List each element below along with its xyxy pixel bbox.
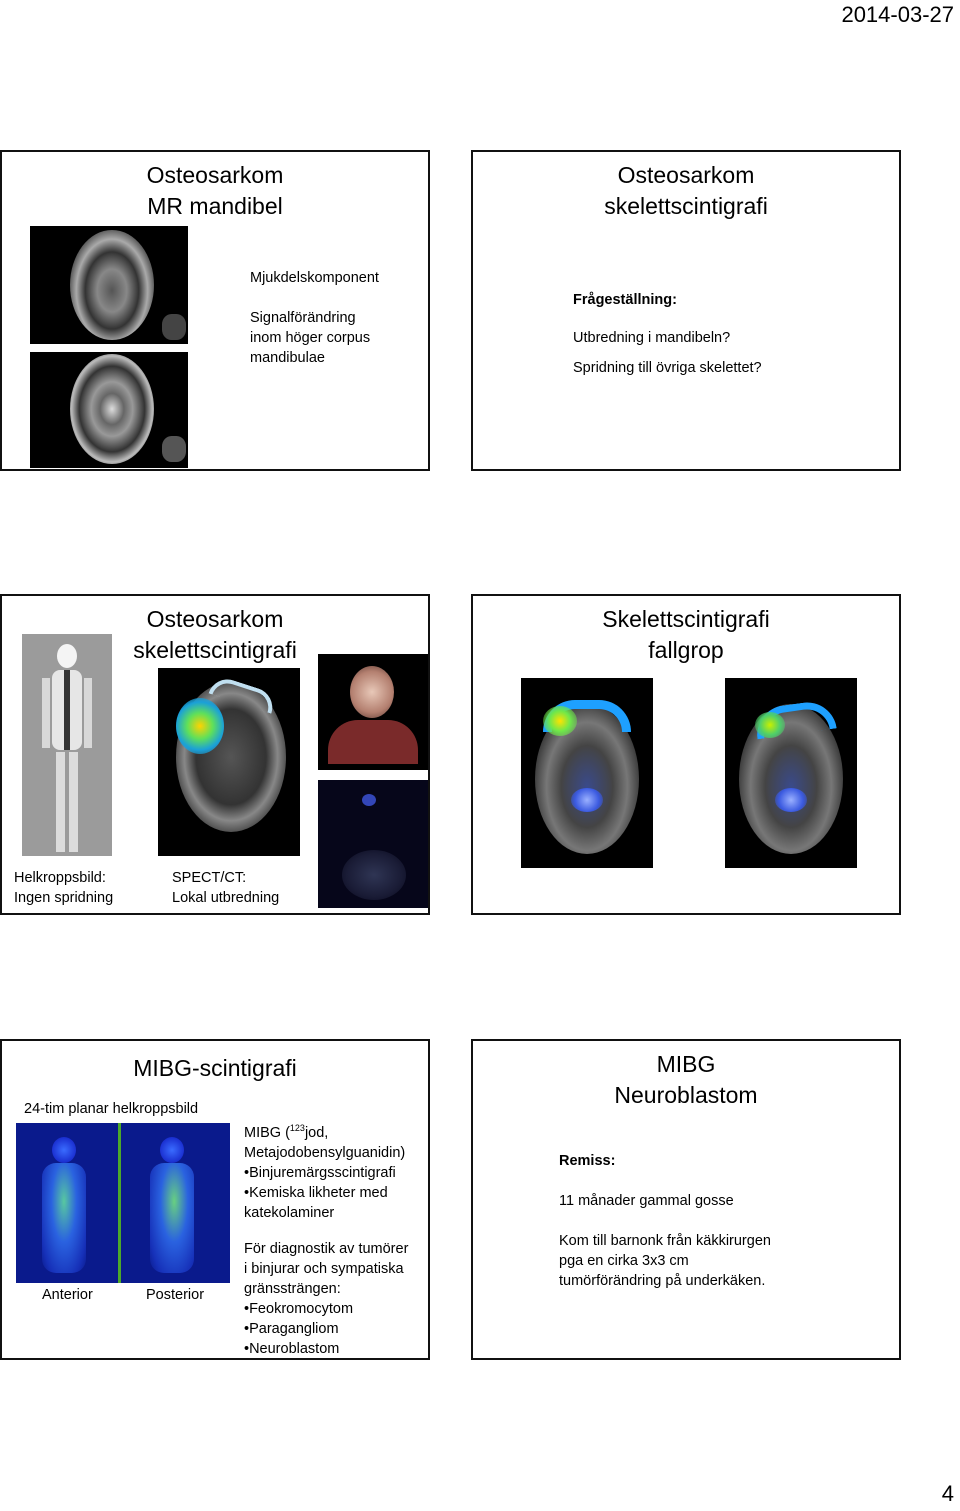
subtitle-planar: 24-tim planar helkroppsbild (24, 1101, 199, 1117)
para-line-1: För diagnostik av tumörer (244, 1241, 409, 1257)
slide-fallgrop (471, 594, 901, 915)
slide-osteosarkom-skelett (471, 150, 901, 471)
bullet-2-text: Kemiska likheter med (249, 1185, 388, 1201)
spect-ct-mandible-image (158, 668, 300, 856)
question-2: Spridning till övriga skelettet? (573, 360, 762, 376)
title-line-1: Skelettscintigrafi (602, 606, 770, 632)
title-line-1: Osteosarkom (146, 606, 284, 632)
title-line-1: MIBG (656, 1051, 716, 1077)
slide-title (473, 160, 899, 222)
title-line-2: Neuroblastom (614, 1082, 758, 1108)
bullet-1 (244, 1163, 430, 1183)
remiss-line-1: Kom till barnonk från käkkirurgen (559, 1233, 771, 1249)
caption-spect (172, 868, 279, 908)
slide-title (473, 1049, 899, 1111)
mr-image-t2 (30, 352, 188, 468)
text-signal (250, 308, 370, 368)
caption-helkropp (14, 868, 113, 908)
bullet-3-text: Feokromocytom (249, 1301, 354, 1317)
title-line-1: Osteosarkom (146, 162, 284, 188)
label-posterior: Posterior (146, 1287, 205, 1303)
title-line-2: fallgrop (648, 637, 724, 663)
slide-mibg-scintigrafi (0, 1039, 430, 1360)
mibg-prefix: MIBG ( (244, 1125, 290, 1141)
text-mjukdel: Mjukdelskomponent (250, 270, 379, 286)
text-signal-line-1: Signalförändring (250, 310, 356, 326)
fallgrop-image-right (725, 678, 857, 868)
bullet-3 (244, 1299, 430, 1319)
remiss-line-2: pga en cirka 3x3 cm (559, 1253, 689, 1269)
para-line-2: i binjurar och sympatiska (244, 1261, 404, 1277)
caption-spect-line-2: Lokal utbredning (172, 890, 280, 906)
caption-helkropp-line-1: Helkroppsbild: (14, 870, 106, 886)
mibg-superscript: 123 (289, 1123, 305, 1134)
bullet-5-text: Neuroblastom (249, 1341, 340, 1357)
text-signal-line-2: inom höger corpus (250, 330, 371, 346)
remiss-label-text: Remiss: (559, 1153, 616, 1169)
fallgrop-image-left (521, 678, 653, 868)
bullet-2-continuation: katekolaminer (244, 1205, 335, 1221)
mr-image-t1 (30, 226, 188, 344)
mibg-suffix: jod, (304, 1125, 329, 1141)
caption-helkropp-line-2: Ingen spridning (14, 890, 114, 906)
slide-mibg-neuroblastom (471, 1039, 901, 1360)
question-1: Utbredning i mandibeln? (573, 330, 731, 346)
mibg-wholebody-image (16, 1123, 230, 1283)
bullet-1-text: Binjuremärgsscintigrafi (249, 1165, 396, 1181)
title-line-2: MR mandibel (147, 193, 283, 219)
spect-3d-rendering-image (318, 654, 428, 770)
remiss-text (559, 1231, 771, 1291)
bullet-4 (244, 1319, 430, 1339)
slide-title (2, 160, 428, 222)
title-line-1: Osteosarkom (617, 162, 755, 188)
title-line-2: skelettscintigrafi (604, 193, 768, 219)
question-label: Frågeställning: (573, 292, 677, 308)
patient-line: 11 månader gammal gosse (559, 1193, 734, 1209)
text-signal-line-3: mandibulae (250, 350, 325, 366)
header-date: 2014-03-27 (841, 2, 954, 27)
slide-osteosarkom-mr (0, 150, 430, 471)
remiss-label (559, 1151, 615, 1171)
wholebody-bonescan-image (22, 634, 112, 856)
mibg-line-1 (244, 1123, 430, 1143)
slide-title (473, 604, 899, 666)
bullet-5 (244, 1339, 430, 1359)
caption-spect-line-1: SPECT/CT: (172, 870, 247, 886)
label-anterior: Anterior (42, 1287, 93, 1303)
para-line-3: gränssträngen: (244, 1281, 341, 1297)
title-line-2: skelettscintigrafi (133, 637, 297, 663)
mibg-description (244, 1123, 430, 1359)
slide-title: MIBG-scintigrafi (133, 1055, 297, 1081)
page-number: 4 (941, 1481, 954, 1506)
slide-skelettscintigrafi-images (0, 594, 430, 915)
mibg-line-2: Metajodobensylguanidin) (244, 1145, 406, 1161)
bullet-4-text: Paragangliom (249, 1321, 339, 1337)
bullet-2 (244, 1183, 430, 1203)
remiss-line-3: tumörförändring på underkäken. (559, 1273, 766, 1289)
spect-axial-image (318, 780, 428, 908)
